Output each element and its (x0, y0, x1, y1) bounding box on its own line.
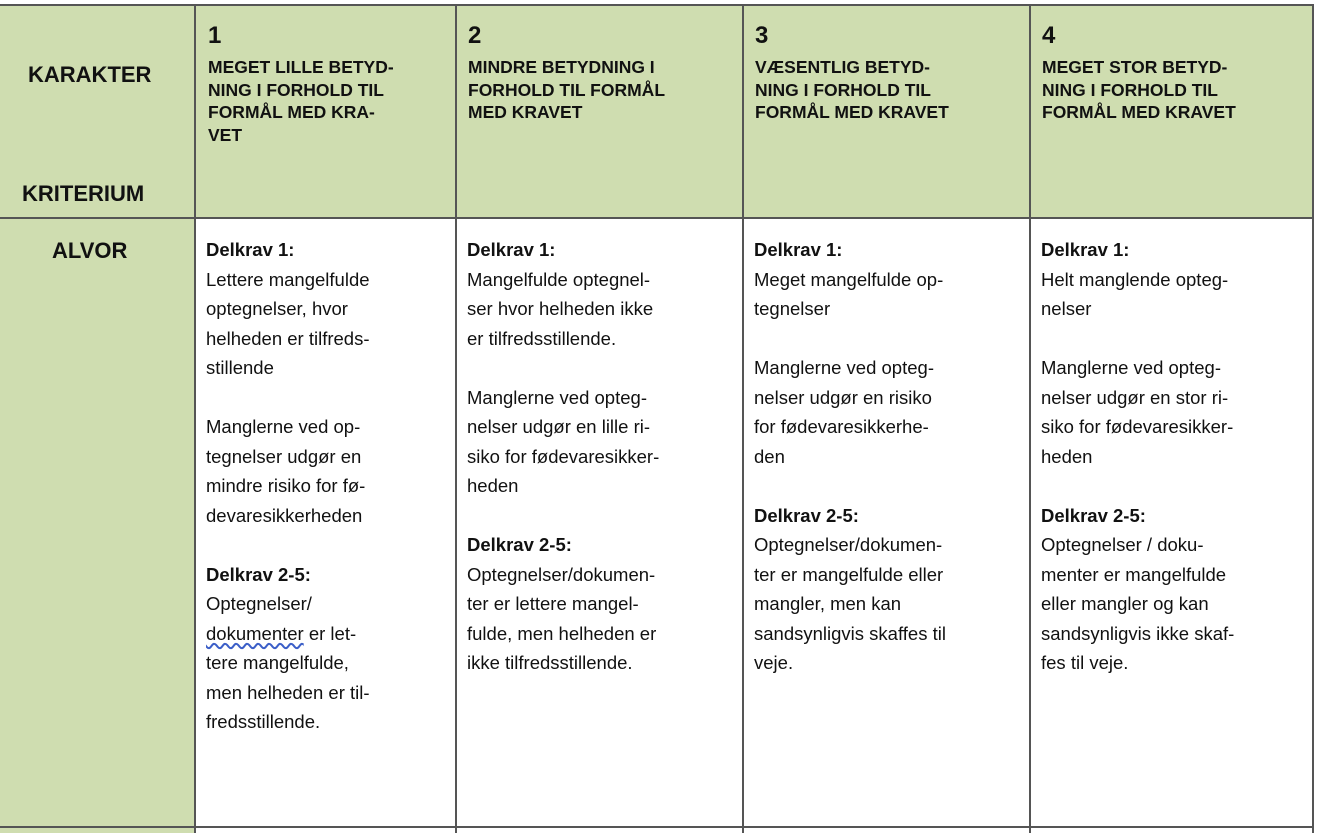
delkrav-1-title: Delkrav 1: (754, 239, 843, 260)
delkrav-1-title: Delkrav 1: (467, 239, 556, 260)
alvor-grade-3-cell (754, 235, 1026, 678)
delkrav-2-5-text: er let- (303, 622, 357, 644)
delkrav-2-5-line-b (206, 619, 452, 649)
delkrav-2-5-description: Optegnelser/dokumen- ter er mangelfulde eller mangler, men kan sandsynligvis skaffes til veje. (754, 534, 946, 673)
grade-header-4 (1042, 22, 1310, 124)
grade-description: VÆSENTLIG BETYD- NING I FORHOLD TIL FORMÅL MED KRAVET (755, 57, 949, 122)
delkrav-2-5-title: Delkrav 2-5: (467, 534, 572, 555)
delkrav-1-description: Helt manglende opteg- nelser (1041, 268, 1229, 319)
delkrav-2-5-description: Optegnelser/dokumen- ter er lettere mangel- fulde, men helheden er ikke tilfredsstillende. (467, 563, 657, 673)
delkrav-2-5-description: Optegnelser / doku- menter er mangelfulde eller mangler og kan sandsynligvis ikke skaf- fes til veje. (1041, 534, 1235, 673)
header-bottom-border (0, 217, 1314, 219)
table-right-border (1312, 4, 1314, 833)
criteria-column-fill (0, 218, 195, 833)
delkrav-1-risk: Manglerne ved opteg- nelser udgør en lille ri- siko for fødevaresikker- heden (467, 386, 660, 496)
grade-header-3 (755, 22, 1025, 124)
alvor-grade-2-cell (467, 235, 739, 678)
grade-number: 3 (755, 22, 769, 49)
column-divider (455, 4, 457, 833)
grade-description: MEGET STOR BETYD- NING I FORHOLD TIL FORMÅL MED KRAVET (1042, 57, 1236, 122)
delkrav-1-risk: Manglerne ved op- tegnelser udgør en mindre risiko for fø- devaresikkerheden (206, 416, 366, 526)
grade-number: 4 (1042, 22, 1056, 49)
kriterium-label: KRITERIUM (22, 181, 145, 206)
table-bottom-border (0, 826, 1314, 828)
criterion-alvor-label: ALVOR (52, 238, 128, 263)
column-divider (194, 4, 196, 833)
delkrav-1-description: Mangelfulde optegnel- ser hvor helheden ikke er tilfredsstillende. (467, 268, 654, 349)
delkrav-1-description: Meget mangelfulde op- tegnelser (754, 268, 944, 319)
column-divider (742, 4, 744, 833)
delkrav-2-5-line-a: Optegnelser/ (206, 593, 312, 614)
grade-description: MEGET LILLE BETYD- NING I FORHOLD TIL FORMÅL MED KRA- VET (208, 57, 394, 145)
delkrav-2-5-title: Delkrav 2-5: (1041, 504, 1146, 526)
delkrav-2-5-title: Delkrav 2-5: (754, 504, 859, 526)
grade-header-2 (468, 22, 738, 124)
grade-header-1 (208, 22, 448, 146)
delkrav-2-5-title: Delkrav 2-5: (206, 563, 311, 585)
grade-number: 2 (468, 22, 482, 49)
karakter-label: KARAKTER (28, 62, 152, 87)
table-top-border (0, 4, 1314, 6)
delkrav-1-title: Delkrav 1: (206, 239, 295, 260)
alvor-grade-1-cell (206, 235, 452, 737)
delkrav-1-risk: Manglerne ved opteg- nelser udgør en stor ri- siko for fødevaresikker- heden (1041, 357, 1234, 467)
delkrav-2-5-line-c: tere mangelfulde, men helheden er til- fredsstillende. (206, 652, 370, 732)
delkrav-1-description: Lettere mangelfulde optegnelser, hvor helheden er tilfreds- stillende (206, 268, 370, 378)
spellcheck-word[interactable]: dokumenter (206, 622, 304, 644)
delkrav-1-risk: Manglerne ved opteg- nelser udgør en risiko for fødevaresikkerhe- den (754, 357, 934, 467)
grade-number: 1 (208, 22, 222, 49)
column-divider (1029, 4, 1031, 833)
delkrav-1-title: Delkrav 1: (1041, 239, 1130, 260)
grade-description: MINDRE BETYDNING I FORHOLD TIL FORMÅL MED KRAVET (468, 57, 666, 122)
alvor-grade-4-cell (1041, 235, 1311, 678)
